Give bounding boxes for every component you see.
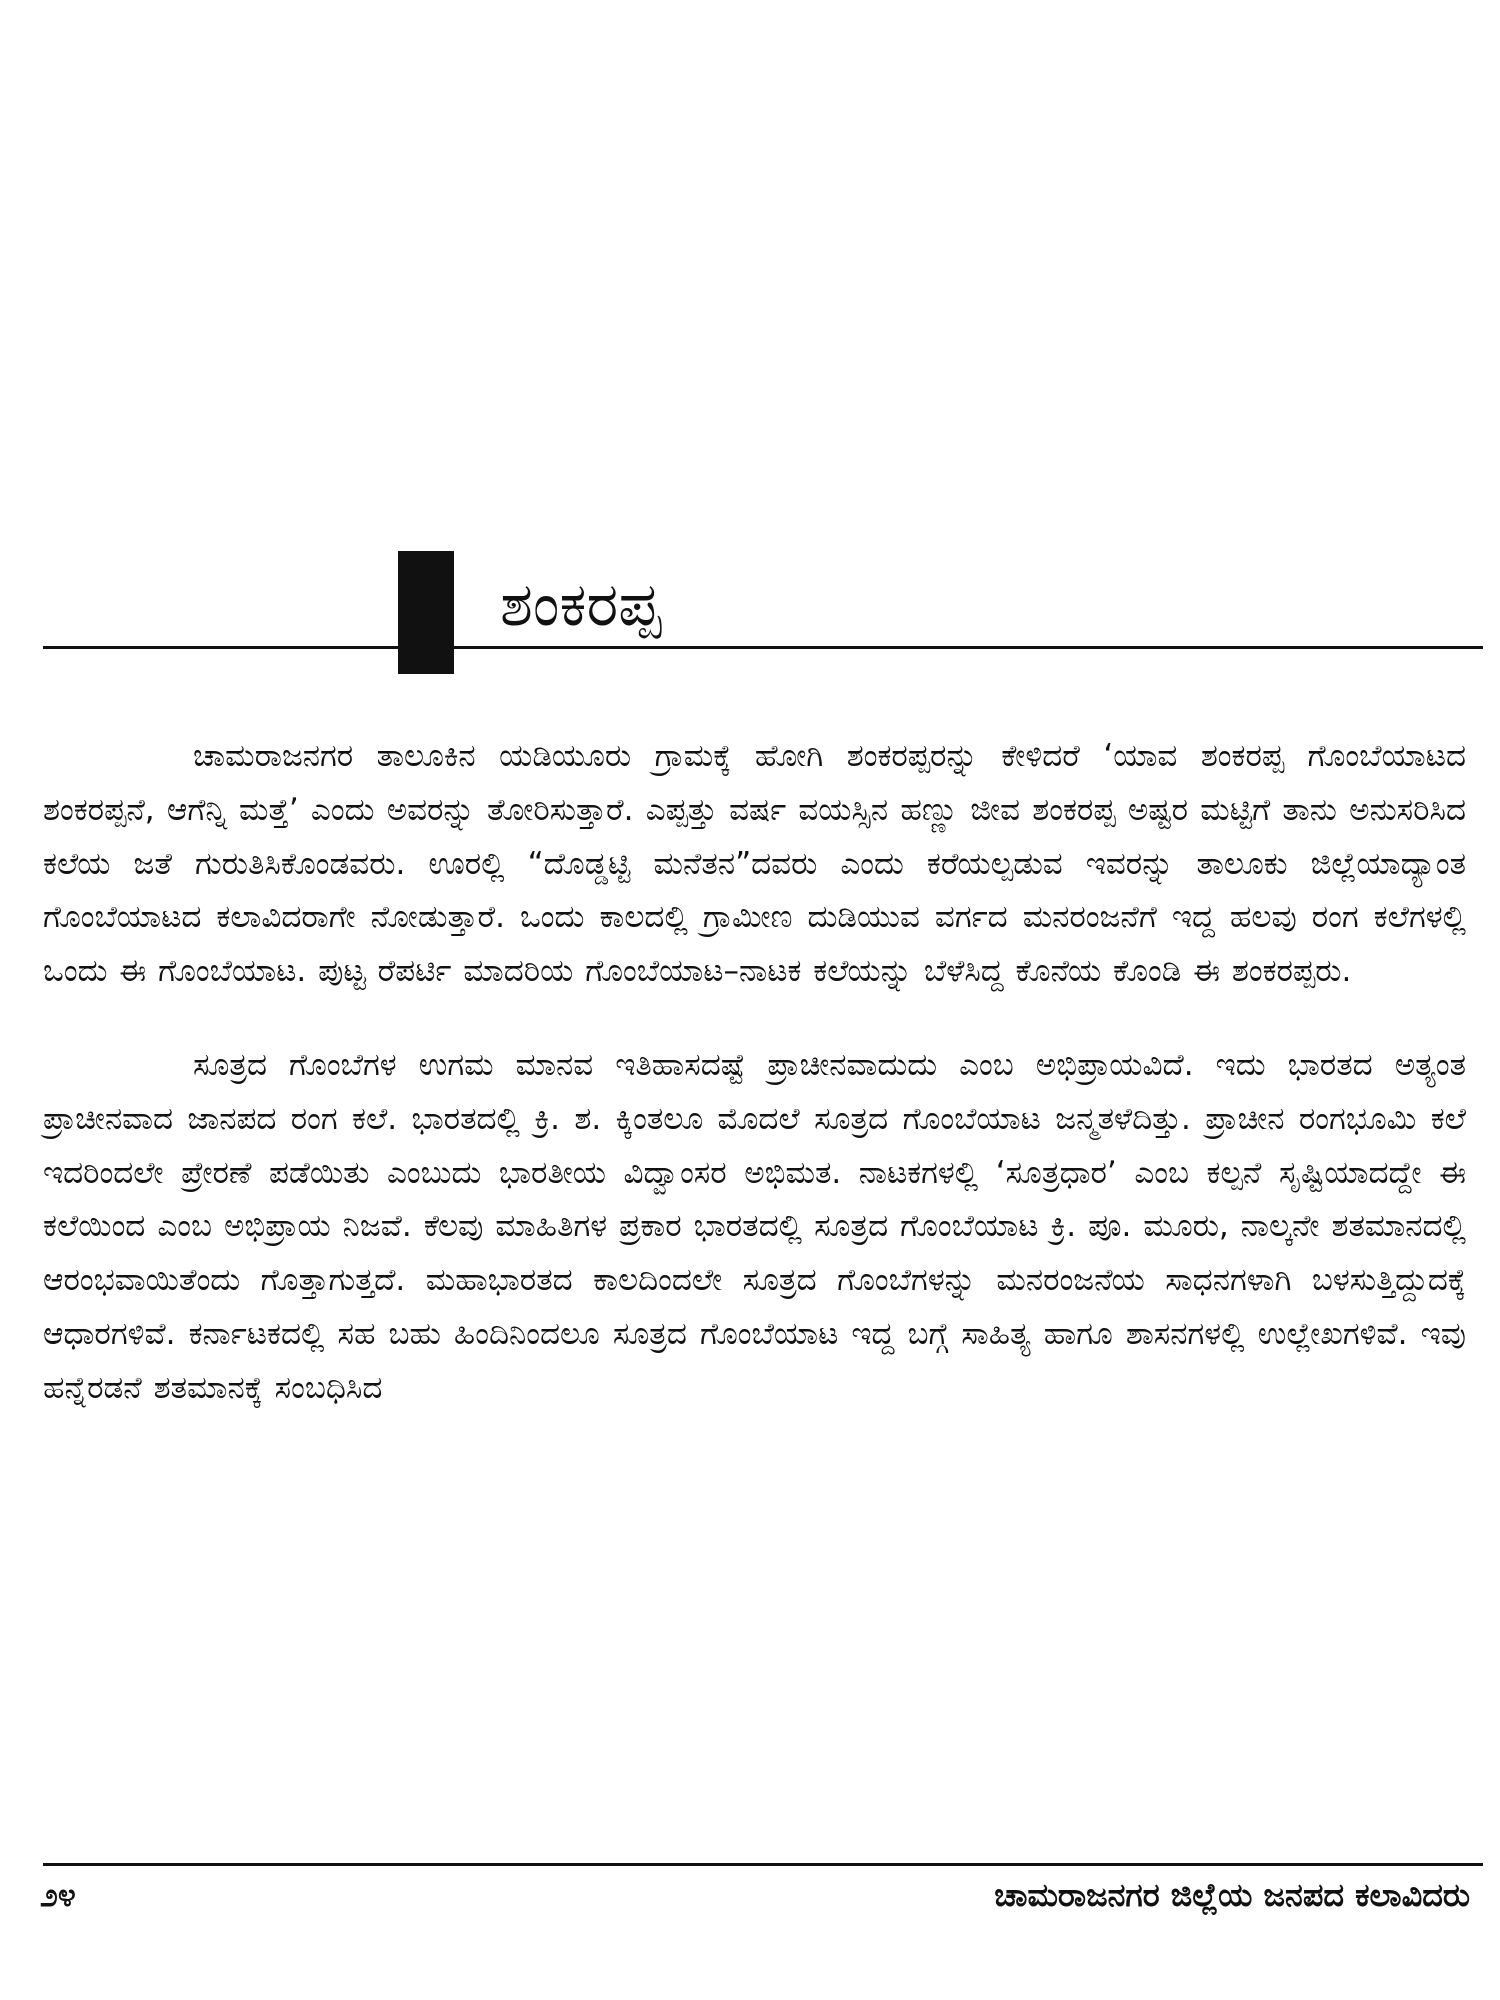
title-underline — [43, 646, 1483, 649]
footer-rule — [43, 1863, 1483, 1866]
paragraph-2: ಸೂತ್ರದ ಗೊಂಬೆಗಳ ಉಗಮ ಮಾನವ ಇತಿಹಾಸದಷ್ಟೆ ಪ್ರಾಚೀನವಾದುದು ಎಂಬ ಅಭಿಪ್ರಾಯವಿದೆ. ಇದು ಭಾರತದ ಅತ್ಯಂತ ಪ್ರಾಚೀನವಾದ ಜಾನಪದ ರಂಗ ಕಲೆ. ಭಾರತದಲ್ಲಿ ಕ್ರಿ. ಶ. ಕ್ಕಿಂತಲೂ ಮೊದಲೆ ಸೂತ್ರದ ಗೊಂಬೆಯಾಟ ಜನ್ಮತಳೆದಿತ್ತು. ಪ್ರಾಚೀನ ರಂಗಭೂಮಿ ಕಲೆ ಇದರಿಂದಲೇ ಪ್ರೇರಣೆ ಪಡೆಯಿತು ಎಂಬುದು ಭಾರತೀಯ ವಿದ್ವಾಂಸರ ಅಭಿಮತ. ನಾಟಕಗಳಲ್ಲಿ ‘ಸೂತ್ರಧಾರ’ ಎಂಬ ಕಲ್ಪನೆ ಸೃಷ್ಟಿಯಾದದ್ದೇ ಈ ಕಲೆಯಿಂದ ಎಂಬ ಅಭಿಪ್ರಾಯ ನಿಜವೆ. ಕೆಲವು ಮಾಹಿತಿಗಳ ಪ್ರಕಾರ ಭಾರತದಲ್ಲಿ ಸೂತ್ರದ ಗೊಂಬೆಯಾಟ ಕ್ರಿ. ಪೂ. ಮೂರು, ನಾಲ್ಕನೇ ಶತಮಾನದಲ್ಲಿ ಆರಂಭವಾಯಿತೆಂದು ಗೊತ್ತಾಗುತ್ತದೆ. ಮಹಾಭಾರತದ ಕಾಲದಿಂದಲೇ ಸೂತ್ರದ ಗೊಂಬೆಗಳನ್ನು ಮನರಂಜನೆಯ ಸಾಧನಗಳಾಗಿ ಬಳಸುತ್ತಿದ್ದುದಕ್ಕೆ ಆಧಾರಗಳಿವೆ. ಕರ್ನಾಟಕದಲ್ಲಿ ಸಹ ಬಹು ಹಿಂದಿನಿಂದಲೂ ಸೂತ್ರದ ಗೊಂಬೆಯಾಟ ಇದ್ದ ಬಗ್ಗೆ ಸಾಹಿತ್ಯ ಹಾಗೂ ಶಾಸನಗಳಲ್ಲಿ ಉಲ್ಲೇಖಗಳಿವೆ. ಇವು ಹನ್ನೆರಡನೆ ಶತಮಾನಕ್ಕೆ ಸಂಬಧಿಸಿದ — [43, 1046, 1466, 1406]
page-number: ೨೪ — [40, 1876, 76, 1914]
title-marker-block — [398, 551, 454, 674]
chapter-title: ಶಂಕರಪ್ಪ — [500, 570, 662, 640]
paragraph-1: ಚಾಮರಾಜನಗರ ತಾಲೂಕಿನ ಯಡಿಯೂರು ಗ್ರಾಮಕ್ಕೆ ಹೋಗಿ ಶಂಕರಪ್ಪರನ್ನು ಕೇಳಿದರೆ ‘ಯಾವ ಶಂಕರಪ್ಪ ಗೊಂಬೆಯಾಟದ ಶಂಕರಪ್ಪನೆ, ಆಗೆನ್ನಿ ಮತ್ತೆ’ ಎಂದು ಅವರನ್ನು ತೋರಿಸುತ್ತಾರೆ. ಎಪ್ಪತ್ತು ವರ್ಷ ವಯಸ್ಸಿನ ಹಣ್ಣು ಜೀವ ಶಂಕರಪ್ಪ ಅಷ್ಟರ ಮಟ್ಟಿಗೆ ತಾನು ಅನುಸರಿಸಿದ ಕಲೆಯ ಜತೆ ಗುರುತಿಸಿಕೊಂಡವರು. ಊರಲ್ಲಿ “ದೊಡ್ಡಟ್ಟಿ ಮನೆತನ”ದವರು ಎಂದು ಕರೆಯಲ್ಪಡುವ ಇವರನ್ನು ತಾಲೂಕು ಜಿಲ್ಲೆಯಾದ್ಯಾಂತ ಗೊಂಬೆಯಾಟದ ಕಲಾವಿದರಾಗೇ ನೋಡುತ್ತಾರೆ. ಒಂದು ಕಾಲದಲ್ಲಿ ಗ್ರಾಮೀಣ ದುಡಿಯುವ ವರ್ಗದ ಮನರಂಜನೆಗೆ ಇದ್ದ ಹಲವು ರಂಗ ಕಲೆಗಳಲ್ಲಿ ಒಂದು ಈ ಗೊಂಬೆಯಾಟ. ಪುಟ್ಟ ರೆಪರ್ಟಿ ಮಾದರಿಯ ಗೊಂಬೆಯಾಟ–ನಾಟಕ ಕಲೆಯನ್ನು ಬೆಳೆಸಿದ್ದ ಕೊನೆಯ ಕೊಂಡಿ ಈ ಶಂಕರಪ್ಪರು. — [43, 738, 1466, 990]
body-text — [43, 730, 1466, 1416]
running-footer-title: ಚಾಮರಾಜನಗರ ಜಿಲ್ಲೆಯ ಜನಪದ ಕಲಾವಿದರು — [994, 1876, 1470, 1914]
